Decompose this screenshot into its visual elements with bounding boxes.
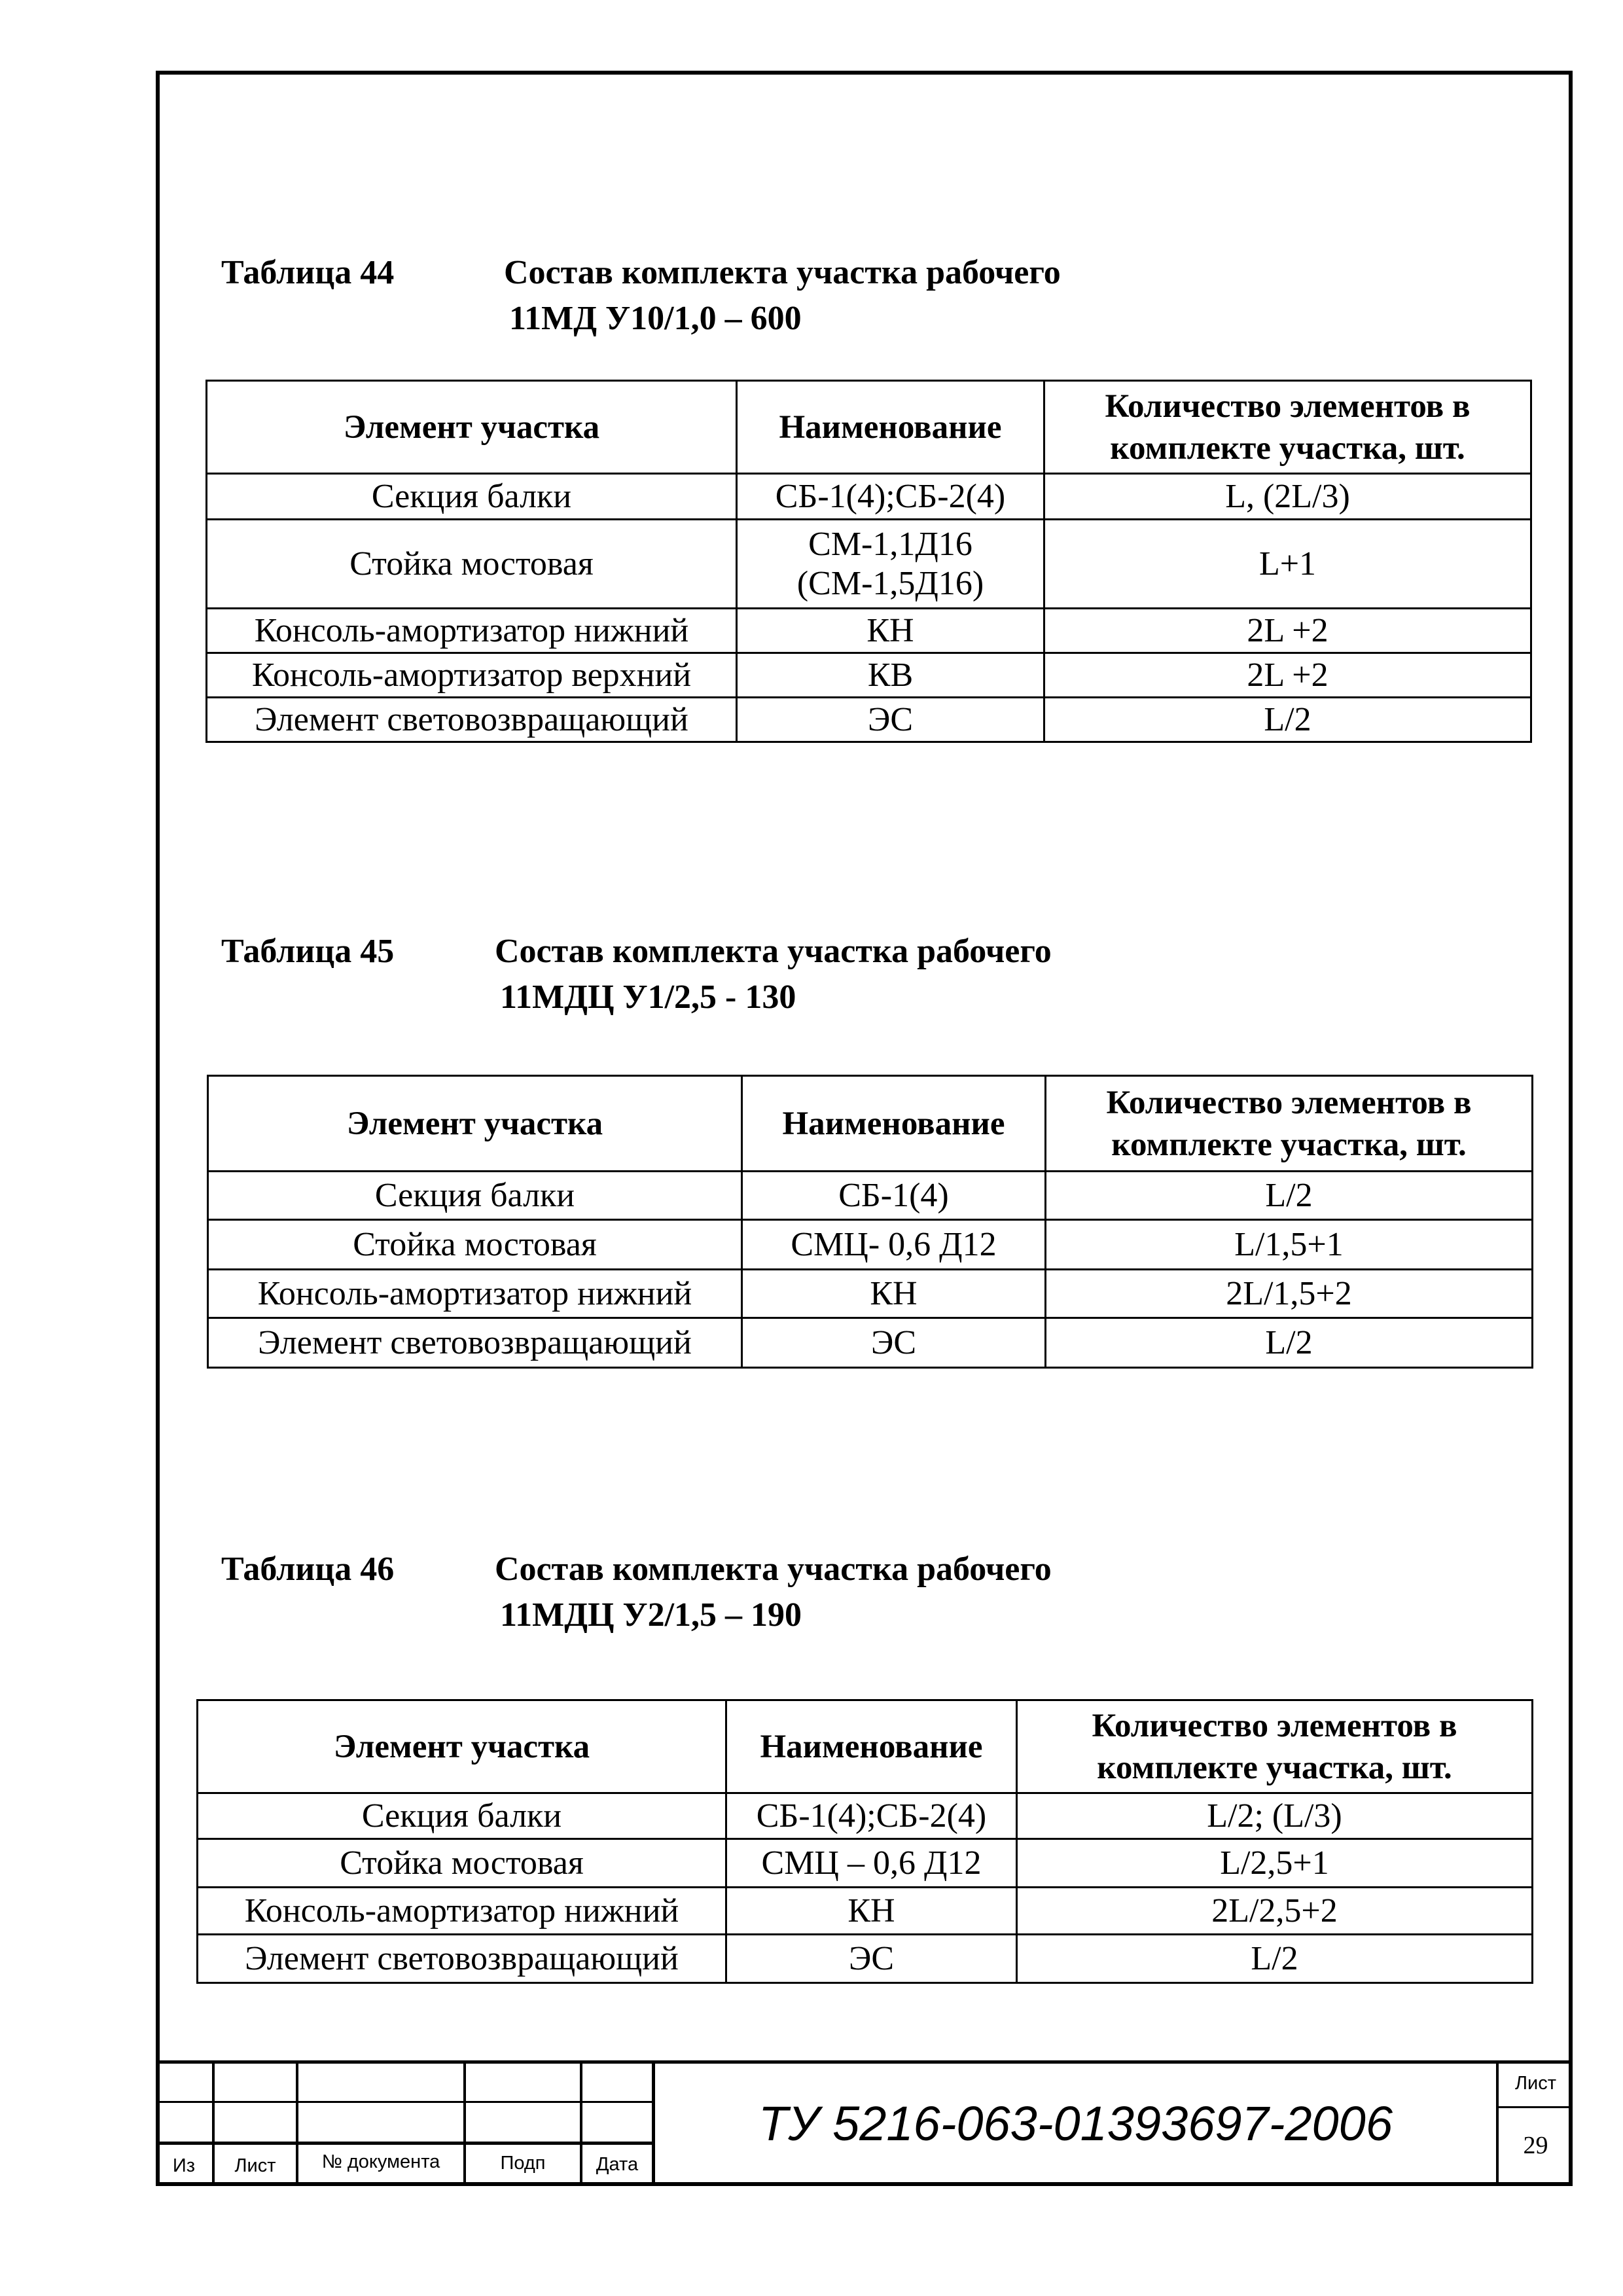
cell-quantity: 2L/2,5+2 [1017, 1888, 1533, 1935]
table-title-code: 11МДЦ У1/2,5 - 130 [500, 978, 796, 1016]
cell-name-line2: (СМ-1,5Д16) [796, 564, 984, 602]
header-quantity [1017, 1700, 1533, 1793]
stamp-top-line [156, 2060, 1573, 2064]
document-code: ТУ 5216-063-01393697-2006 [758, 2096, 1393, 2151]
cell-quantity: 2L +2 [1044, 653, 1531, 698]
cell-quantity: L/2 [1046, 1318, 1533, 1368]
table-row [207, 474, 1531, 520]
cell-element: Секция балки [208, 1172, 742, 1220]
label-date: Дата [596, 2154, 639, 2175]
header-quantity-line2: комплекте участка, шт. [1110, 429, 1465, 467]
table-row [198, 1935, 1533, 1983]
cell-name: ЭС [726, 1935, 1017, 1983]
cell-name: СМЦ – 0,6 Д12 [726, 1839, 1017, 1888]
cell-name: СБ-1(4);СБ-2(4) [726, 1793, 1017, 1839]
label-izm: Из [172, 2155, 196, 2176]
cell-name: СБ-1(4);СБ-2(4) [737, 474, 1044, 520]
header-quantity-line1: Количество элементов в [1092, 1707, 1457, 1744]
table-row [207, 653, 1531, 698]
cell-element: Секция балки [198, 1793, 726, 1839]
header-quantity-line2: комплекте участка, шт. [1097, 1749, 1452, 1786]
table-row [198, 1793, 1533, 1839]
cell-quantity: L/2 [1017, 1935, 1533, 1983]
header-element: Элемент участка [207, 381, 737, 474]
cell-name: КН [742, 1270, 1046, 1318]
cell-element: Консоль-амортизатор нижний [198, 1888, 726, 1935]
table-44 [205, 380, 1532, 743]
cell-element: Консоль-амортизатор нижний [207, 609, 737, 653]
stamp-grid-line [1496, 2106, 1573, 2108]
label-signature: Подп [500, 2153, 546, 2174]
label-document-number: № документа [321, 2151, 440, 2172]
cell-element: Консоль-амортизатор нижний [208, 1270, 742, 1318]
table-row [207, 520, 1531, 609]
sheet-number: 29 [1523, 2132, 1548, 2159]
header-name: Наименование [737, 381, 1044, 474]
cell-name: ЭС [737, 698, 1044, 742]
stamp-grid-line [156, 2101, 653, 2103]
table-row [208, 1220, 1533, 1270]
table-row [208, 1270, 1533, 1318]
cell-quantity: L, (2L/3) [1044, 474, 1531, 520]
table-number: Таблица 45 [221, 933, 395, 970]
cell-element: Стойка мостовая [207, 520, 737, 609]
cell-element: Секция балки [207, 474, 737, 520]
cell-name: КН [726, 1888, 1017, 1935]
cell-name: ЭС [742, 1318, 1046, 1368]
sheet-label: Лист [1514, 2073, 1556, 2094]
table-row [207, 609, 1531, 653]
cell-name: СБ-1(4) [742, 1172, 1046, 1220]
title-block [156, 2060, 1573, 2186]
cell-name: КВ [737, 653, 1044, 698]
cell-quantity: 2L/1,5+2 [1046, 1270, 1533, 1318]
table-row [198, 1888, 1533, 1935]
cell-element: Элемент световозвращающий [208, 1318, 742, 1368]
cell-name [737, 520, 1044, 609]
header-name: Наименование [742, 1076, 1046, 1172]
cell-quantity: L+1 [1044, 520, 1531, 609]
header-name: Наименование [726, 1700, 1017, 1793]
label-list: Лист [234, 2155, 276, 2176]
header-element: Элемент участка [208, 1076, 742, 1172]
cell-element: Элемент световозвращающий [198, 1935, 726, 1983]
table-title-code: 11МДЦ У2/1,5 – 190 [500, 1596, 802, 1634]
cell-name-line1: СМ-1,1Д16 [808, 525, 972, 563]
table-number: Таблица 44 [221, 254, 395, 291]
table-46 [196, 1699, 1533, 1984]
cell-element: Стойка мостовая [208, 1220, 742, 1270]
header-quantity-line1: Количество элементов в [1106, 1084, 1472, 1121]
table-title: Состав комплекта участка рабочего [495, 1551, 1052, 1588]
header-quantity [1046, 1076, 1533, 1172]
table-title-code: 11МД У10/1,0 – 600 [509, 300, 802, 337]
table-header-row [208, 1076, 1533, 1172]
table-title: Состав комплекта участка рабочего [495, 933, 1052, 970]
table-row [208, 1318, 1533, 1368]
cell-quantity: L/2; (L/3) [1017, 1793, 1533, 1839]
table-45 [207, 1075, 1533, 1369]
header-element: Элемент участка [198, 1700, 726, 1793]
cell-element: Консоль-амортизатор верхний [207, 653, 737, 698]
table-header-row [207, 381, 1531, 474]
cell-element: Элемент световозвращающий [207, 698, 737, 742]
header-quantity-line1: Количество элементов в [1105, 387, 1471, 425]
table-row [207, 698, 1531, 742]
table-title: Состав комплекта участка рабочего [504, 254, 1061, 291]
cell-quantity: L/2,5+1 [1017, 1839, 1533, 1888]
header-quantity-line2: комплекте участка, шт. [1111, 1126, 1467, 1163]
cell-quantity: L/1,5+1 [1046, 1220, 1533, 1270]
table-row [198, 1839, 1533, 1888]
stamp-grid-line [156, 2142, 653, 2145]
cell-quantity: L/2 [1044, 698, 1531, 742]
cell-quantity: L/2 [1046, 1172, 1533, 1220]
cell-element: Стойка мостовая [198, 1839, 726, 1888]
table-number: Таблица 46 [221, 1551, 395, 1588]
cell-name: СМЦ- 0,6 Д12 [742, 1220, 1046, 1270]
header-quantity [1044, 381, 1531, 474]
table-header-row [198, 1700, 1533, 1793]
table-row [208, 1172, 1533, 1220]
cell-quantity: 2L +2 [1044, 609, 1531, 653]
cell-name: КН [737, 609, 1044, 653]
